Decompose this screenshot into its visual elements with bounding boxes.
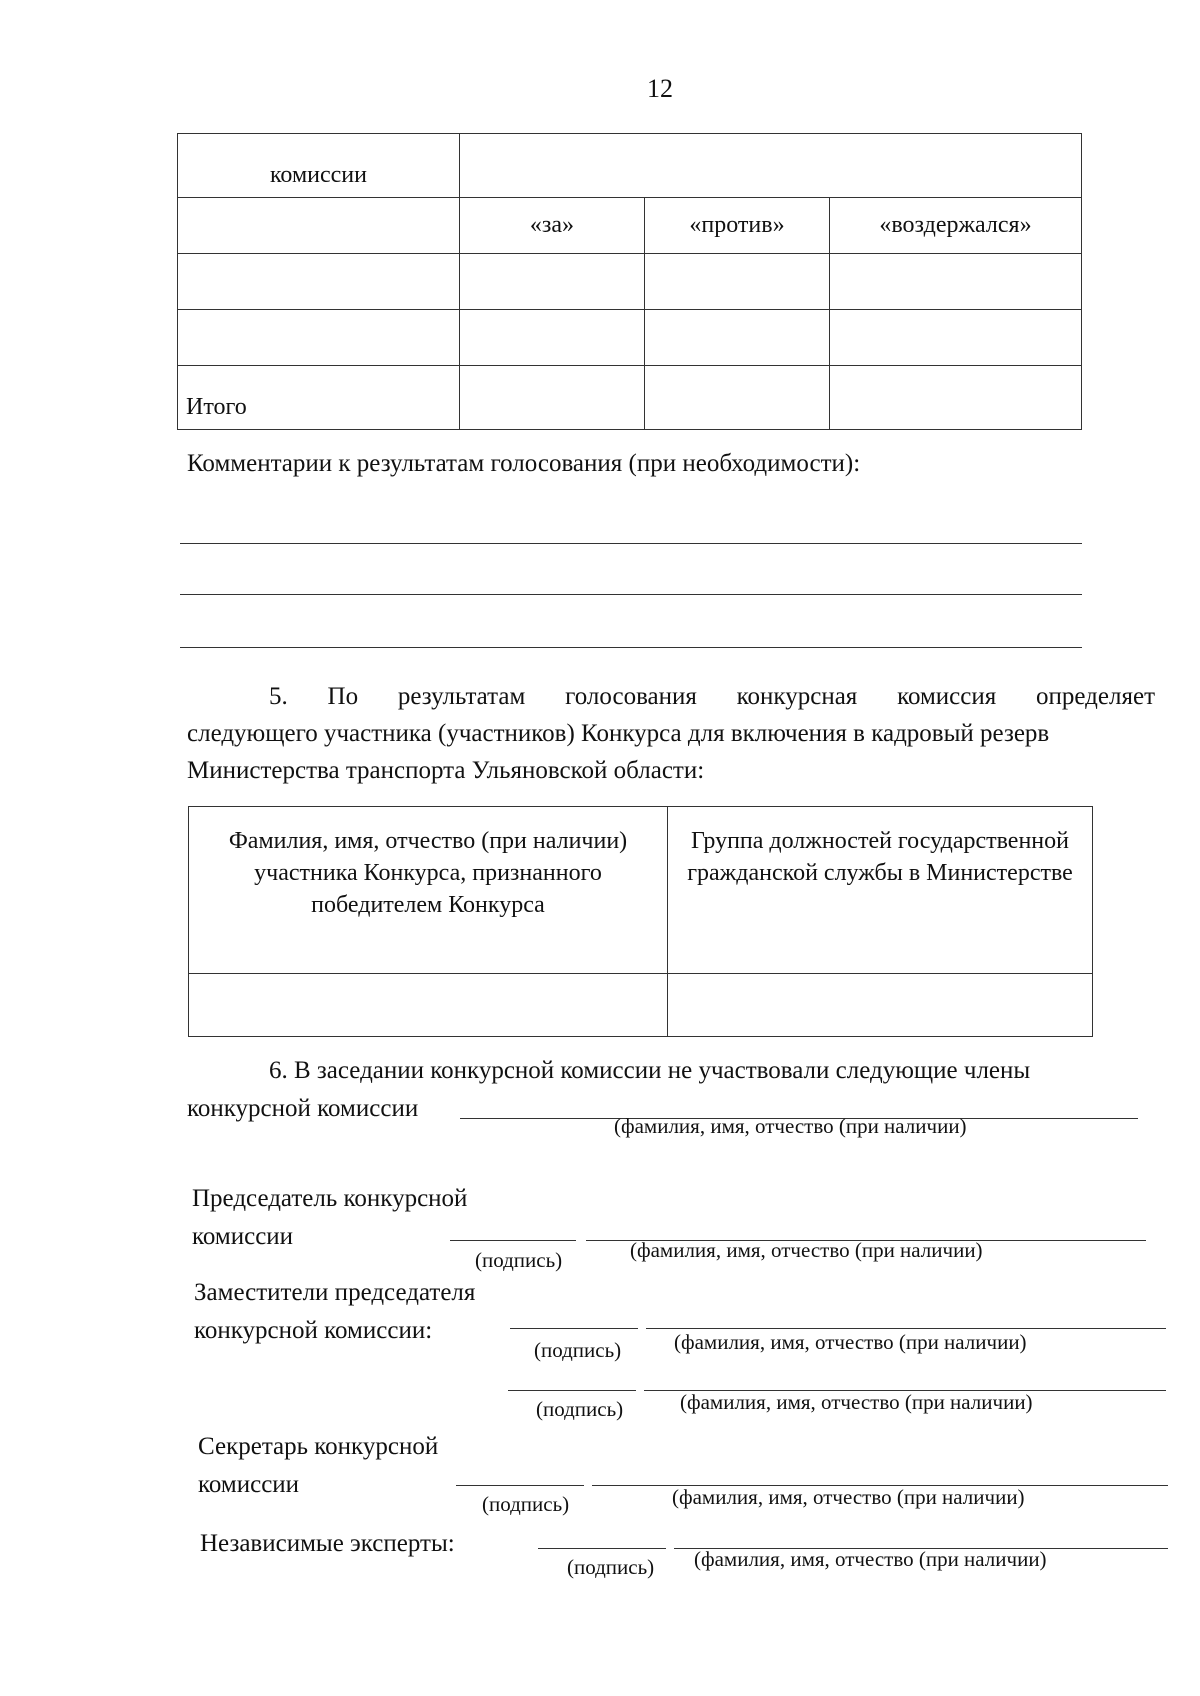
- table-cell: [830, 310, 1082, 366]
- comment-fill-line[interactable]: [180, 594, 1082, 595]
- deputy-chairmen-label: [194, 1274, 475, 1350]
- fio-line[interactable]: [646, 1328, 1166, 1329]
- deputy-chairmen-label-line: Заместители председателя: [194, 1279, 476, 1306]
- section-6-line: 6. В заседании конкурсной комиссии не участвовали следующие члены: [269, 1057, 1031, 1084]
- table-cell: [460, 310, 645, 366]
- section-5-line: 5. По результатам голосования конкурсная комиссия определяет: [269, 683, 1155, 710]
- table-row: [178, 198, 1082, 254]
- table-cell: [178, 198, 460, 254]
- table-cell: [460, 254, 645, 310]
- table-row: [178, 366, 1082, 430]
- table-cell: [178, 310, 460, 366]
- table-row: [178, 134, 1082, 198]
- column-header-za: «за»: [460, 198, 645, 254]
- total-label-cell: Итого: [178, 366, 460, 430]
- deputy-chairmen-label-line: конкурсной комиссии:: [194, 1317, 433, 1344]
- secretary-label-line: комиссии: [198, 1471, 300, 1498]
- position-group-header: Группа должностей государственной гражданской службы в Министерстве: [668, 807, 1093, 974]
- column-header-protiv: «против»: [645, 198, 830, 254]
- signature-note: (подпись): [534, 1338, 622, 1362]
- fio-note: (фамилия, имя, отчество (при наличии): [672, 1485, 1025, 1509]
- table-row: [189, 807, 1093, 974]
- table-cell: [645, 310, 830, 366]
- signature-line[interactable]: [510, 1328, 638, 1329]
- table-cell: [645, 254, 830, 310]
- comment-fill-line[interactable]: [180, 647, 1082, 648]
- commission-label-cell: комиссии: [178, 134, 460, 198]
- table-cell: [830, 366, 1082, 430]
- table-cell: [830, 254, 1082, 310]
- secretary-label-line: Секретарь конкурсной: [198, 1433, 439, 1460]
- table-row: [178, 254, 1082, 310]
- voting-results-table: [177, 133, 1082, 430]
- table-cell: [189, 974, 668, 1037]
- independent-experts-label: Независимые эксперты:: [200, 1530, 455, 1557]
- chairman-label-line: комиссии: [192, 1223, 294, 1250]
- section-6-line: конкурсной комиссии: [187, 1095, 419, 1122]
- signature-line[interactable]: [456, 1485, 584, 1486]
- table-row: [178, 310, 1082, 366]
- participant-name-header: Фамилия, имя, отчество (при наличии) участника Конкурса, признанного победителем Конкурса: [189, 807, 668, 974]
- signature-note: (подпись): [567, 1555, 655, 1579]
- signature-line[interactable]: [450, 1240, 576, 1241]
- secretary-label: [198, 1428, 438, 1504]
- fio-note: (фамилия, имя, отчество (при наличии): [614, 1114, 967, 1138]
- section-5-paragraph: [187, 678, 1155, 789]
- signature-note: (подпись): [475, 1248, 563, 1272]
- page-number: 12: [647, 74, 673, 103]
- table-cell: [178, 254, 460, 310]
- signature-line[interactable]: [538, 1548, 666, 1549]
- table-cell: [460, 366, 645, 430]
- chairman-label: [192, 1180, 467, 1256]
- chairman-label-line: Председатель конкурсной: [192, 1185, 468, 1212]
- signature-note: (подпись): [482, 1492, 570, 1516]
- signature-note: (подпись): [536, 1397, 624, 1421]
- table-row: [189, 974, 1093, 1037]
- table-cell: [645, 366, 830, 430]
- section-5-line: следующего участника (участников) Конкурса для включения в кадровый резерв: [187, 720, 1050, 747]
- comments-label: Комментарии к результатам голосования (при необходимости):: [187, 450, 861, 477]
- table-cell: [460, 134, 1082, 198]
- signature-line[interactable]: [508, 1390, 636, 1391]
- fio-note: (фамилия, имя, отчество (при наличии): [694, 1547, 1047, 1571]
- table-cell: [668, 974, 1093, 1037]
- fio-note: (фамилия, имя, отчество (при наличии): [674, 1330, 1027, 1354]
- fio-note: (фамилия, имя, отчество (при наличии): [680, 1390, 1033, 1414]
- competition-winner-table: [188, 806, 1093, 1037]
- section-5-line: Министерства транспорта Ульяновской области:: [187, 757, 705, 784]
- fio-note: (фамилия, имя, отчество (при наличии): [630, 1238, 983, 1262]
- column-header-vozderzhalsya: «воздержался»: [830, 198, 1082, 254]
- comment-fill-line[interactable]: [180, 543, 1082, 544]
